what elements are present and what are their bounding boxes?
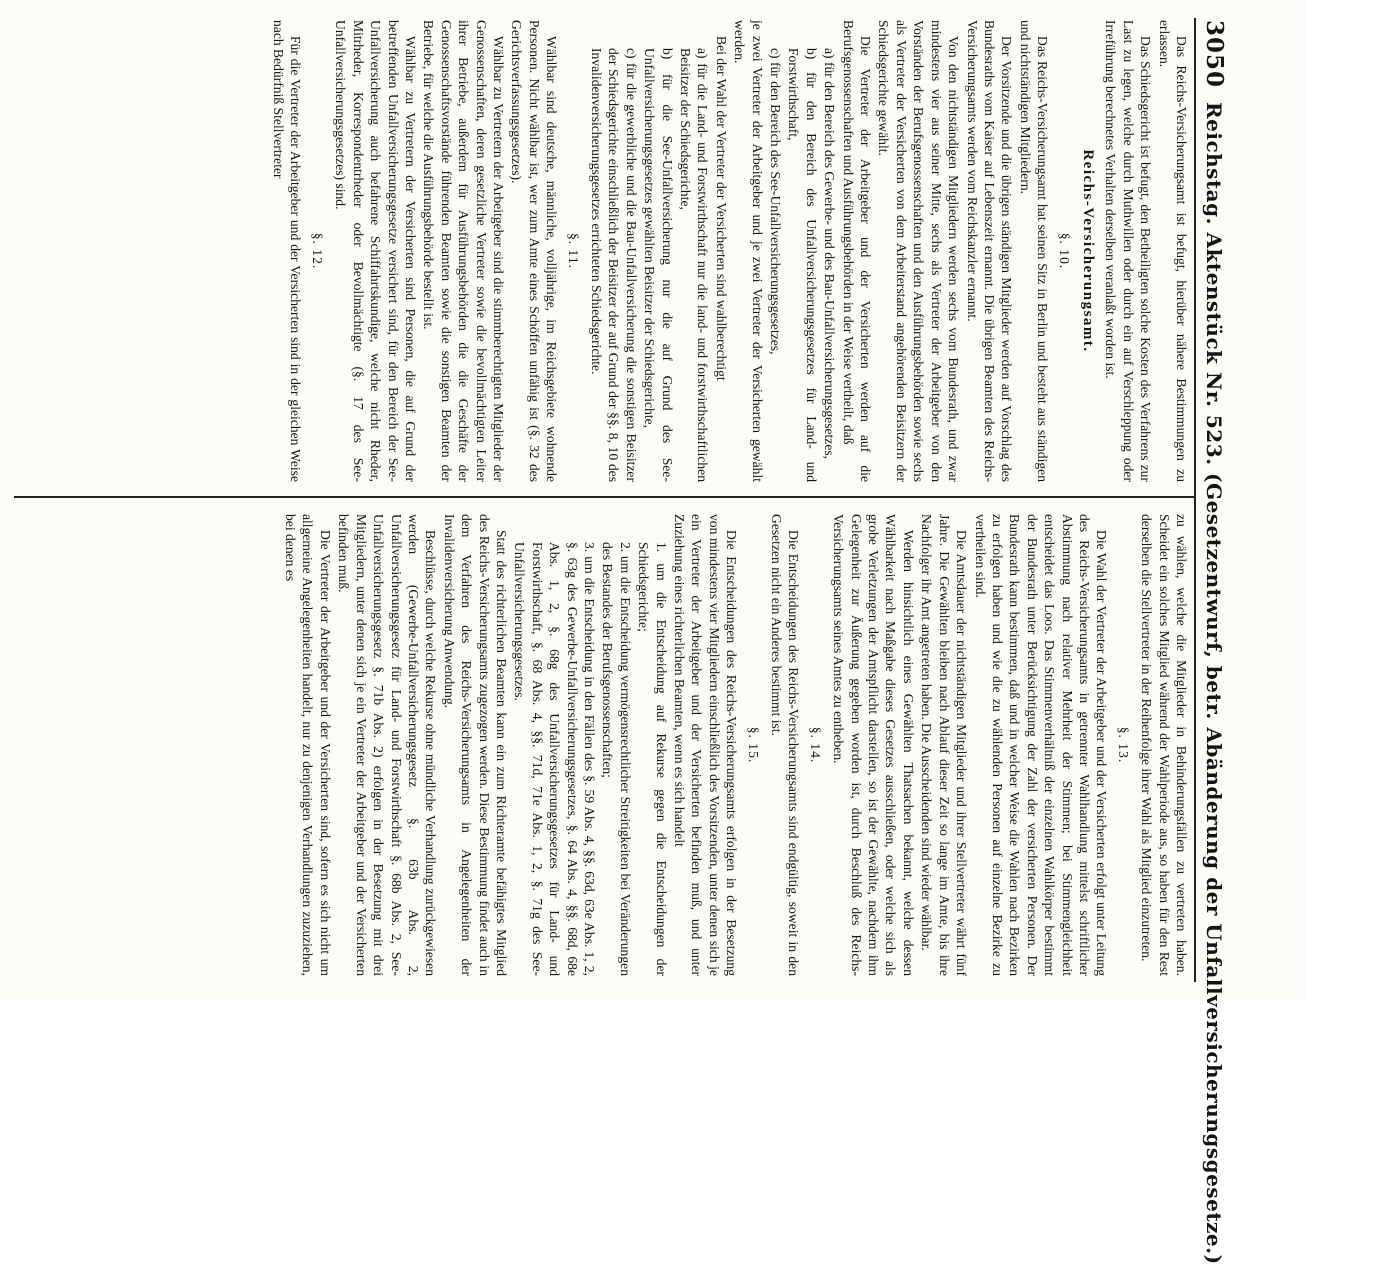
paragraph: Das Reichs-Versicherungsamt hat seinen Sitz in Berlin und besteht aus ständigen und nichtständigen Mitgliedern. <box>1017 20 1051 482</box>
paragraph: Die Amtsdauer der nichtständigen Mitglieder und ihrer Stellvertreter währt fünf Jahre. Die Gewählten bleiben nach Ablauf dieser Zeit so lange im Amte, bis ihre Nachfolger ihr Amt angetreten haben. Die Ausscheidenden sind wieder wählbar. <box>919 514 970 976</box>
list-item: c) für den Bereich des See-Unfallversicherungsgesetzes, <box>768 48 784 355</box>
section-label-10: §. 10. <box>1056 232 1072 270</box>
list-item: b) für den Bereich des Unfallversicherungsgesetzes für Land- und Forstwirthschaft, <box>786 48 819 482</box>
left-column <box>269 20 1190 482</box>
paragraph: Wählbar sind deutsche, männliche, volljährige, im Reichsgebiete wohnende Personen. Nicht wählbar ist, wer zum Amte eines Schöffen unfähig ist (§. 32 des Gerichtsverfassungsgesetzes). <box>509 20 560 482</box>
paragraph: Wählbar zu Vertretern der Arbeitgeber sind die stimmberechtigten Mitglieder der Genossenschaften, deren gesetzliche Vertreter sowie die bevollmächtigten Leiter ihrer Betriebe, außerdem für Ausführungsbehörden die die Geschäfte der Genossenschaftsvorstände führenden Beamten sowie die sonstigen Beamten der Betriebe, für welche die Ausführungsbehörde bestellt ist. <box>421 20 506 482</box>
right-column <box>281 514 1190 976</box>
paragraph: Werden hinsichtlich eines Gewählten Thatsachen bekannt, welche dessen Wählbarkeit nach Maßgabe dieses Gesetzes ausschließen, oder welche sich als grobe Verletzungen der Amtspflicht darstellen, so ist der Gewählte, nachdem ihm Gelegenheit zur Äußerung gegeben worden ist, durch Beschluß des Reichs-Versicherungsamts seines Amtes zu entheben. <box>831 514 916 976</box>
section-label-14: §. 14. <box>807 726 823 764</box>
page-header <box>1201 20 1228 1265</box>
section-label-15: §. 15. <box>745 726 761 764</box>
header-rule <box>1194 18 1196 982</box>
column-divider <box>14 496 1194 498</box>
list-item: a) für den Bereich des Gewerbe- und des Bau-Unfallversicherungsgesetzes, <box>822 48 838 460</box>
list-item: c) für die gewerbliche und die Bau-Unfallversicherung die sonstigen Beisitzer der Schiedsgerichte einschließlich der Beisitzer der auf Grund der §§. 8, 10 des Invalidenversicherungsgesetzes errichteten Schiedsgerichte. <box>589 48 639 482</box>
page-number: 3050 <box>1201 20 1228 89</box>
paragraph: Die Entscheidungen des Reichs-Versicherungsamts sind endgültig, soweit in den Gesetzen nicht ein Anderes bestimmt ist. <box>769 514 802 976</box>
paragraph: Das Reichs-Versicherungsamt ist befugt, hierüber nähere Bestimmungen zu erlassen. <box>1156 20 1189 482</box>
section-label-13: §. 13. <box>1115 726 1131 764</box>
paragraph: je zwei Vertreter der Arbeitgeber und je zwei Vertreter der Versicherten gewählt werden. <box>732 20 765 482</box>
paragraph: Statt des richterlichen Beamten kann ein zum Richteramte befähigtes Mitglied des Reichs-Versicherungsamts zugezogen werden. Diese Bestimmung findet auch in dem Verfahren des Reichs-Versicherungsamts in Angelegenheiten der Invalidenversicherung Anwendung. <box>441 514 509 976</box>
paragraph: Die Vertreter der Arbeitgeber und der Versicherten sind, sofern es sich nicht um allgemeine Angelegenheiten handelt, nur zu denjenigen Verhandlungen zuzuziehen, bei denen es <box>283 514 333 976</box>
list-item: 3. um die Entscheidung in den Fällen des §. 59 Abs. 4, §§. 63d, 63e Abs. 1, 2, §. 63g des Gewerbe-Unfallversicherungsgesetzes, §. 64 Abs. 4, §§. 68d, 68e Abs. 1, 2, §. 68g des Unfallversicherungsgesetzes für Land- und Forstwirthschaft, §. 68 Abs. 4, §§. 71d, 71e Abs. 1, 2, §. 71g des See-Unfallversicherungsgesetzes. <box>512 542 597 976</box>
section-heading: Reichs-Versicherungsamt. <box>1079 149 1096 353</box>
paragraph: Das Schiedsgericht ist befugt, den Betheiligten solche Kosten des Verfahrens zur Last zu legen, welche durch Muthwillen oder durch ein auf Verschleppung oder Irreführung berechnetes Verhalten derselben veranlaßt worden ist. <box>1103 20 1154 482</box>
paragraph: Der Vorsitzende und die übrigen ständigen Mitglieder werden auf Vorschlag des Bundesraths vom Kaiser auf Lebenszeit ernannt. Die übrigen Beamten des Reichs-Versicherungsamts werden vom Reichskanzler ernannt. <box>964 20 1015 482</box>
running-title: Reichstag. Aktenstück Nr. 523. (Gesetzentwurf, betr. Abänderung der Unfallversicherungsgesetze.) <box>1202 102 1226 1265</box>
paragraph: Für die Vertreter der Arbeitgeber und der Versicherten sind in der gleichen Weise nach Bedürfniß Stellvertreter <box>271 20 304 482</box>
section-label-11: §. 11. <box>565 232 581 270</box>
section-label-12: §. 12. <box>309 232 325 270</box>
paragraph: Von den nichtständigen Mitgliedern werden sechs vom Bundesrath, und zwar mindestens vier aus seiner Mitte, sechs als Vertreter der Arbeitgeber von den Vorständen der Berufsgenossenschaften und den Ausführungsbehörden sowie sechs als Vertreter der Versicherten von dem Arbeiterstand angehörenden Beisitzern der Schiedsgerichte gewählt. <box>876 20 962 482</box>
list-item: b) für die See-Unfallversicherung nur die auf Grund des See-Unfallversicherungsgesetzes gewählten Beisitzer der Schiedsgerichte, <box>642 48 675 482</box>
paragraph: Die Wahl der Vertreter der Arbeitgeber und der Versicherten erfolgt unter Leitung des Reichs-Versicherungsamts in getrennter Wahlhandlung mittelst schriftlicher Abstimmung nach relativer Mehrheit der Stimmen; bei Stimmengleichheit entscheidet das Loos. Das Stimmenverhältniß der einzelnen Wahlkörper bestimmt der Bundesrath unter Berücksichtigung der Zahl der versicherten Personen. Der Bundesrath kann bestimmen, daß und in welcher Weise die Wahlen nach Bezirken zu erfolgen haben und wie die zu wählenden Personen auf einzelne Bezirke zu vertheilen sind. <box>972 514 1110 976</box>
list-item: 1. um die Entscheidung auf Rekurse gegen die Entscheidungen der Schiedsgerichte; <box>636 542 669 976</box>
paragraph: zu wählen, welche die Mitglieder in Behinderungsfällen zu vertreten haben. Scheidet ein solches Mitglied während der Wahlperiode aus, so haben für den Rest derselben die Stellvertreter in der Reihenfolge ihrer Wahl als Mitglied einzutreten. <box>1139 514 1189 976</box>
paragraph: Wählbar zu Vertretern der Versicherten sind Personen, die auf Grund der betreffenden Unfallversicherungsgesetze versichert sind, für den Bereich der See-Unfallversicherung auch befahrene Schiffahrtskundige, welche nicht Rheder, Mitrheder, Korrespondentrheder oder Bevollmächtigte (§. 17 des See-Unfallversicherungsgesetzes) sind. <box>333 20 418 482</box>
paragraph: Die Vertreter der Arbeitgeber und der Versicherten werden auf die Berufsgenossenschaften und Ausführungsbehörden in der Weise vertheilt, daß <box>840 20 874 482</box>
list-item: 2. um die Entscheidung vermögensrechtlicher Streitigkeiten bei Veränderungen des Bestandes der Berufsgenossenschaften; <box>600 542 633 976</box>
paragraph: Bei der Wahl der Vertreter der Versicherten sind wahlberechtigt <box>713 36 729 381</box>
paragraph: Beschlüsse, durch welche Rekurse ohne mündliche Verhandlung zurückgewiesen werden (Gewerbe-Unfallversicherungsgesetz §. 63b Abs. 2, Unfallversicherungsgesetz für Land- und Forstwirthschaft §. 68b Abs. 2, See-Unfallversicherungsgesetz §. 71b Abs. 2) erfolgen in der Besetzung mit drei Mitgliedern, unter denen sich je ein Vertreter der Arbeitgeber und der Versicherten befinden muß. <box>336 514 439 976</box>
list-item: a) für die Land- und Forstwirthschaft nur die land- und forstwirthschaftlichen Beisitzer der Schiedsgerichte, <box>678 48 711 482</box>
paragraph: Die Entscheidungen des Reichs-Versicherungsamts erfolgen in der Besetzung von mindestens vier Mitgliedern einschließlich des Vorsitzenden, unter denen sich je ein Vertreter der Arbeitgeber und der Versicherten befinden muß, und unter Zuziehung eines richterlichen Beamten, wenn es sich handelt <box>672 514 740 976</box>
